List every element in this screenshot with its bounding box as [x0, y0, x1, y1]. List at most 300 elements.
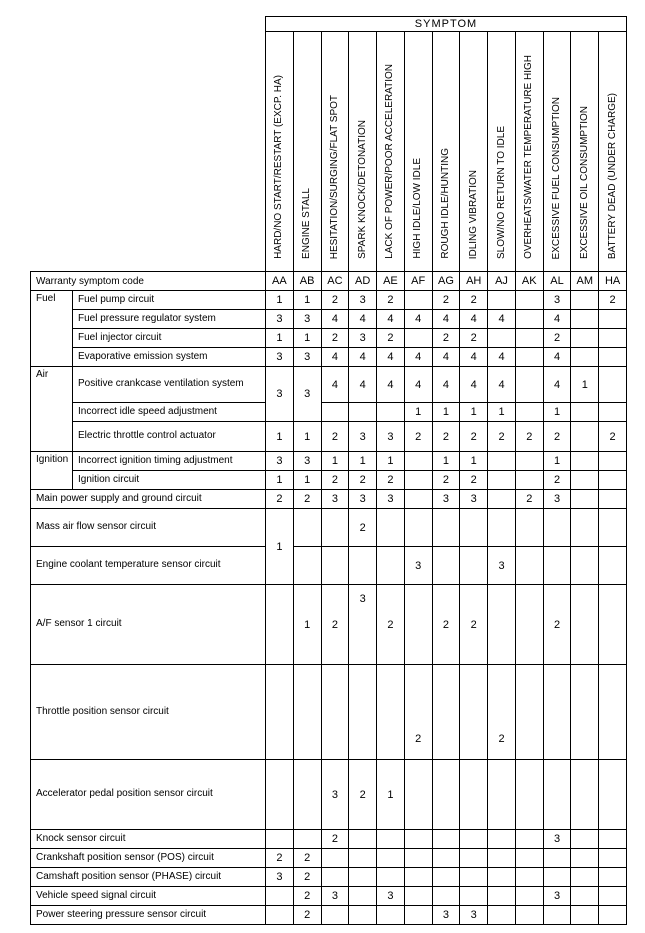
value-cell [488, 906, 516, 925]
table-row [31, 830, 627, 849]
value-cell: 1 [293, 329, 321, 348]
value-cell: 2 [460, 329, 488, 348]
value-cell [432, 665, 460, 760]
value-cell [266, 760, 294, 830]
value-cell: 4 [460, 367, 488, 403]
value-cell: 2 [321, 291, 349, 310]
warranty-code-cell: HA [599, 272, 627, 291]
warranty-code-row [31, 272, 627, 291]
value-cell [515, 868, 543, 887]
value-cell: 3 [321, 760, 349, 830]
symptom-column-label: ROUGH IDLE/HUNTING [439, 148, 451, 259]
value-cell [404, 760, 432, 830]
value-cell: 4 [321, 310, 349, 329]
symptom-column-header [349, 32, 377, 272]
value-cell: 1 [460, 403, 488, 422]
value-cell [599, 329, 627, 348]
value-cell: 2 [404, 665, 432, 760]
value-cell: 2 [266, 849, 294, 868]
value-cell: 2 [293, 849, 321, 868]
row-label: Power steering pressure sensor circuit [31, 906, 266, 925]
value-cell [571, 760, 599, 830]
value-cell [377, 906, 405, 925]
value-cell [349, 849, 377, 868]
row-label: Ignition circuit [73, 471, 266, 490]
value-cell [571, 547, 599, 585]
warranty-code-cell: AC [321, 272, 349, 291]
warranty-code-cell: AL [543, 272, 571, 291]
value-cell [571, 830, 599, 849]
value-cell [599, 830, 627, 849]
value-cell [599, 452, 627, 471]
symptom-column-header [266, 32, 294, 272]
table-row [31, 422, 627, 452]
value-cell [266, 830, 294, 849]
symptom-column-label: IDLING VIBRATION [467, 169, 479, 259]
value-cell: 4 [543, 367, 571, 403]
value-cell: 2 [543, 585, 571, 665]
symptom-column-header [599, 32, 627, 272]
value-cell [404, 585, 432, 665]
value-cell [404, 452, 432, 471]
value-cell: 1 [488, 403, 516, 422]
symptom-column-header [404, 32, 432, 272]
row-label: Incorrect idle speed adjustment [73, 403, 266, 422]
value-cell [488, 291, 516, 310]
value-cell [515, 585, 543, 665]
value-cell: 3 [349, 490, 377, 509]
value-cell [404, 849, 432, 868]
value-cell [571, 906, 599, 925]
value-cell: 3 [460, 490, 488, 509]
value-cell: 4 [543, 348, 571, 367]
row-label: Knock sensor circuit [31, 830, 266, 849]
value-cell [432, 868, 460, 887]
warranty-code-cell: AK [515, 272, 543, 291]
symptom-column-label: EXCESSIVE OIL CONSUMPTION [578, 106, 590, 259]
symptom-column-header [321, 32, 349, 272]
value-cell [515, 452, 543, 471]
value-cell: 2 [349, 509, 377, 547]
table-row [31, 509, 627, 547]
symptom-column-label: HIGH IDLE/LOW IDLE [412, 158, 424, 259]
value-cell: 4 [377, 348, 405, 367]
table-row [31, 471, 627, 490]
value-cell: 3 [460, 906, 488, 925]
table-row [31, 490, 627, 509]
value-cell: 4 [404, 310, 432, 329]
value-cell: 2 [432, 329, 460, 348]
value-cell [377, 509, 405, 547]
value-cell [543, 760, 571, 830]
value-cell [460, 547, 488, 585]
value-cell [599, 585, 627, 665]
value-cell: 4 [460, 348, 488, 367]
row-label: Incorrect ignition timing adjustment [73, 452, 266, 471]
value-cell [599, 471, 627, 490]
value-cell: 1 [266, 329, 294, 348]
value-cell [321, 906, 349, 925]
warranty-code-cell: AA [266, 272, 294, 291]
value-cell: 1 [571, 367, 599, 403]
value-cell: 2 [321, 585, 349, 665]
symptom-column-label: ENGINE STALL [301, 188, 313, 259]
value-cell: 2 [460, 291, 488, 310]
value-cell [571, 471, 599, 490]
value-cell: 2 [515, 422, 543, 452]
symptom-column-header [515, 32, 543, 272]
value-cell [543, 547, 571, 585]
value-cell: 3 [432, 906, 460, 925]
value-cell [515, 760, 543, 830]
value-cell [349, 547, 377, 585]
symptom-matrix-table [30, 16, 627, 925]
value-cell: 4 [349, 367, 377, 403]
symptom-column-label: SPARK KNOCK/DETONATION [356, 120, 368, 259]
symptom-column-header [460, 32, 488, 272]
value-cell: 4 [488, 367, 516, 403]
value-cell [571, 665, 599, 760]
symptom-column-header [377, 32, 405, 272]
value-cell: 2 [321, 830, 349, 849]
value-cell: 2 [377, 329, 405, 348]
value-cell [377, 868, 405, 887]
value-cell [321, 868, 349, 887]
value-cell [488, 509, 516, 547]
value-cell [404, 490, 432, 509]
value-cell [349, 665, 377, 760]
value-cell: 3 [543, 291, 571, 310]
value-cell [599, 509, 627, 547]
value-cell: 3 [293, 310, 321, 329]
symptom-header-row [31, 17, 627, 32]
symptom-column-header [488, 32, 516, 272]
value-cell: 3 [293, 348, 321, 367]
value-cell: 2 [488, 665, 516, 760]
value-cell: 2 [460, 585, 488, 665]
value-cell: 1 [293, 291, 321, 310]
symptom-column-header [293, 32, 321, 272]
value-cell [460, 509, 488, 547]
table-row [31, 585, 627, 665]
value-cell [599, 868, 627, 887]
value-cell [404, 291, 432, 310]
symptom-column-header [543, 32, 571, 272]
value-cell: 2 [599, 291, 627, 310]
value-cell [571, 422, 599, 452]
value-cell [599, 887, 627, 906]
blank-corner [31, 32, 266, 272]
value-cell [599, 348, 627, 367]
value-cell: 2 [349, 760, 377, 830]
value-cell: 4 [349, 348, 377, 367]
value-cell [515, 348, 543, 367]
value-cell: 4 [432, 348, 460, 367]
value-cell [488, 849, 516, 868]
table-row [31, 906, 627, 925]
value-cell: 3 [543, 490, 571, 509]
value-cell [460, 887, 488, 906]
value-cell [266, 887, 294, 906]
value-cell [266, 585, 294, 665]
value-cell: 2 [293, 887, 321, 906]
value-cell: 2 [321, 329, 349, 348]
symptom-column-label: BATTERY DEAD (UNDER CHARGE) [606, 92, 618, 259]
value-cell [599, 849, 627, 868]
value-cell [321, 547, 349, 585]
row-label: Electric throttle control actuator [73, 422, 266, 452]
value-cell: 3 [293, 452, 321, 471]
value-cell [599, 906, 627, 925]
value-cell: 3 [349, 585, 377, 665]
value-cell [432, 887, 460, 906]
value-cell [599, 310, 627, 329]
symptom-column-label: EXCESSIVE FUEL CONSUMPTION [551, 96, 563, 259]
value-cell [377, 403, 405, 422]
value-cell [488, 585, 516, 665]
value-cell [404, 830, 432, 849]
value-cell: 3 [543, 887, 571, 906]
value-cell [293, 547, 321, 585]
row-label: Engine coolant temperature sensor circuit [31, 547, 266, 585]
value-cell [543, 906, 571, 925]
row-label: Fuel injector circuit [73, 329, 266, 348]
value-cell [515, 403, 543, 422]
value-cell [599, 490, 627, 509]
value-cell [571, 585, 599, 665]
row-label: Evaporative emission system [73, 348, 266, 367]
value-cell [321, 849, 349, 868]
value-cell [321, 403, 349, 422]
symptom-column-header [432, 32, 460, 272]
value-cell: 4 [377, 310, 405, 329]
value-cell [515, 849, 543, 868]
value-cell: 3 [266, 367, 294, 422]
symptom-column-header [571, 32, 599, 272]
group-label: Fuel [31, 291, 73, 367]
symptom-column-label: HARD/NO START/RESTART (EXCP. HA) [273, 75, 285, 259]
value-cell [599, 760, 627, 830]
group-label: Ignition [31, 452, 73, 490]
value-cell [543, 665, 571, 760]
value-cell [321, 665, 349, 760]
value-cell: 4 [404, 348, 432, 367]
value-cell [293, 760, 321, 830]
value-cell: 2 [349, 471, 377, 490]
value-cell: 3 [377, 490, 405, 509]
value-cell: 2 [404, 422, 432, 452]
value-cell: 2 [377, 291, 405, 310]
value-cell [432, 849, 460, 868]
value-cell [377, 547, 405, 585]
value-cell: 4 [543, 310, 571, 329]
row-label: A/F sensor 1 circuit [31, 585, 266, 665]
value-cell: 3 [543, 830, 571, 849]
value-cell: 3 [432, 490, 460, 509]
row-label: Accelerator pedal position sensor circuit [31, 760, 266, 830]
value-cell [571, 849, 599, 868]
value-cell: 4 [432, 367, 460, 403]
value-cell [404, 329, 432, 348]
value-cell: 1 [293, 585, 321, 665]
value-cell [571, 403, 599, 422]
value-cell [488, 329, 516, 348]
value-cell [488, 830, 516, 849]
value-cell [432, 547, 460, 585]
value-cell: 2 [543, 329, 571, 348]
row-label: Main power supply and ground circuit [31, 490, 266, 509]
value-cell: 1 [293, 422, 321, 452]
warranty-code-cell: AM [571, 272, 599, 291]
value-cell: 3 [293, 367, 321, 422]
value-cell: 3 [266, 868, 294, 887]
value-cell: 1 [543, 403, 571, 422]
row-label: Fuel pump circuit [73, 291, 266, 310]
value-cell [543, 868, 571, 887]
value-cell [377, 849, 405, 868]
value-cell: 1 [266, 509, 294, 585]
value-cell: 3 [266, 310, 294, 329]
value-cell [515, 665, 543, 760]
table-row [31, 329, 627, 348]
value-cell: 1 [377, 760, 405, 830]
value-cell: 3 [488, 547, 516, 585]
value-cell [377, 665, 405, 760]
value-cell [515, 906, 543, 925]
value-cell [515, 291, 543, 310]
table-row [31, 310, 627, 329]
value-cell: 2 [293, 906, 321, 925]
value-cell [488, 452, 516, 471]
value-cell: 2 [543, 471, 571, 490]
value-cell [377, 830, 405, 849]
value-cell: 1 [404, 403, 432, 422]
value-cell: 4 [460, 310, 488, 329]
value-cell [460, 868, 488, 887]
value-cell: 1 [266, 291, 294, 310]
value-cell: 2 [321, 471, 349, 490]
table-row [31, 868, 627, 887]
blank-corner [31, 17, 266, 32]
value-cell [321, 509, 349, 547]
value-cell: 1 [377, 452, 405, 471]
value-cell: 3 [266, 348, 294, 367]
symptom-column-label: HESITATION/SURGING/FLAT SPOT [328, 94, 340, 259]
value-cell [599, 367, 627, 403]
value-cell: 4 [321, 367, 349, 403]
value-cell: 4 [321, 348, 349, 367]
value-cell: 2 [543, 422, 571, 452]
value-cell [515, 830, 543, 849]
value-cell: 1 [293, 471, 321, 490]
table-row [31, 452, 627, 471]
table-row [31, 547, 627, 585]
row-label: Throttle position sensor circuit [31, 665, 266, 760]
value-cell: 3 [377, 422, 405, 452]
value-cell [404, 509, 432, 547]
table-row [31, 348, 627, 367]
value-cell [571, 348, 599, 367]
value-cell: 3 [321, 490, 349, 509]
value-cell: 1 [349, 452, 377, 471]
value-cell: 3 [404, 547, 432, 585]
table-row [31, 403, 627, 422]
value-cell [571, 291, 599, 310]
warranty-code-cell: AH [460, 272, 488, 291]
value-cell [432, 509, 460, 547]
value-cell [599, 665, 627, 760]
value-cell [571, 868, 599, 887]
value-cell: 2 [293, 490, 321, 509]
value-cell: 3 [321, 887, 349, 906]
value-cell [460, 760, 488, 830]
value-cell: 2 [432, 585, 460, 665]
row-label: Vehicle speed signal circuit [31, 887, 266, 906]
value-cell [599, 547, 627, 585]
value-cell: 2 [321, 422, 349, 452]
value-cell: 3 [349, 329, 377, 348]
value-cell: 4 [488, 310, 516, 329]
value-cell: 1 [543, 452, 571, 471]
value-cell [515, 471, 543, 490]
value-cell: 2 [460, 422, 488, 452]
value-cell: 2 [377, 471, 405, 490]
warranty-code-cell: AG [432, 272, 460, 291]
value-cell: 2 [488, 422, 516, 452]
value-cell [571, 310, 599, 329]
warranty-code-cell: AJ [488, 272, 516, 291]
value-cell [515, 367, 543, 403]
value-cell [404, 887, 432, 906]
value-cell [349, 830, 377, 849]
value-cell [432, 830, 460, 849]
row-label: Fuel pressure regulator system [73, 310, 266, 329]
table-row [31, 291, 627, 310]
value-cell: 3 [349, 422, 377, 452]
value-cell [571, 452, 599, 471]
value-cell [571, 509, 599, 547]
value-cell [293, 509, 321, 547]
table-row [31, 849, 627, 868]
value-cell [543, 849, 571, 868]
symptom-header: SYMPTOM [266, 17, 627, 32]
warranty-code-cell: AE [377, 272, 405, 291]
value-cell [460, 665, 488, 760]
row-label: Mass air flow sensor circuit [31, 509, 266, 547]
row-label: Positive crankcase ventilation system [73, 367, 266, 403]
value-cell [571, 329, 599, 348]
value-cell: 4 [377, 367, 405, 403]
value-cell: 3 [349, 291, 377, 310]
value-cell: 1 [266, 422, 294, 452]
value-cell: 2 [432, 422, 460, 452]
value-cell: 1 [321, 452, 349, 471]
symptom-column-header-row [31, 32, 627, 272]
value-cell: 1 [460, 452, 488, 471]
value-cell [404, 471, 432, 490]
value-cell [349, 403, 377, 422]
value-cell [543, 509, 571, 547]
value-cell: 2 [599, 422, 627, 452]
value-cell [488, 887, 516, 906]
value-cell [349, 868, 377, 887]
group-label: Air [31, 367, 73, 452]
value-cell: 4 [404, 367, 432, 403]
value-cell: 1 [266, 471, 294, 490]
value-cell [460, 849, 488, 868]
value-cell [488, 471, 516, 490]
value-cell [266, 906, 294, 925]
